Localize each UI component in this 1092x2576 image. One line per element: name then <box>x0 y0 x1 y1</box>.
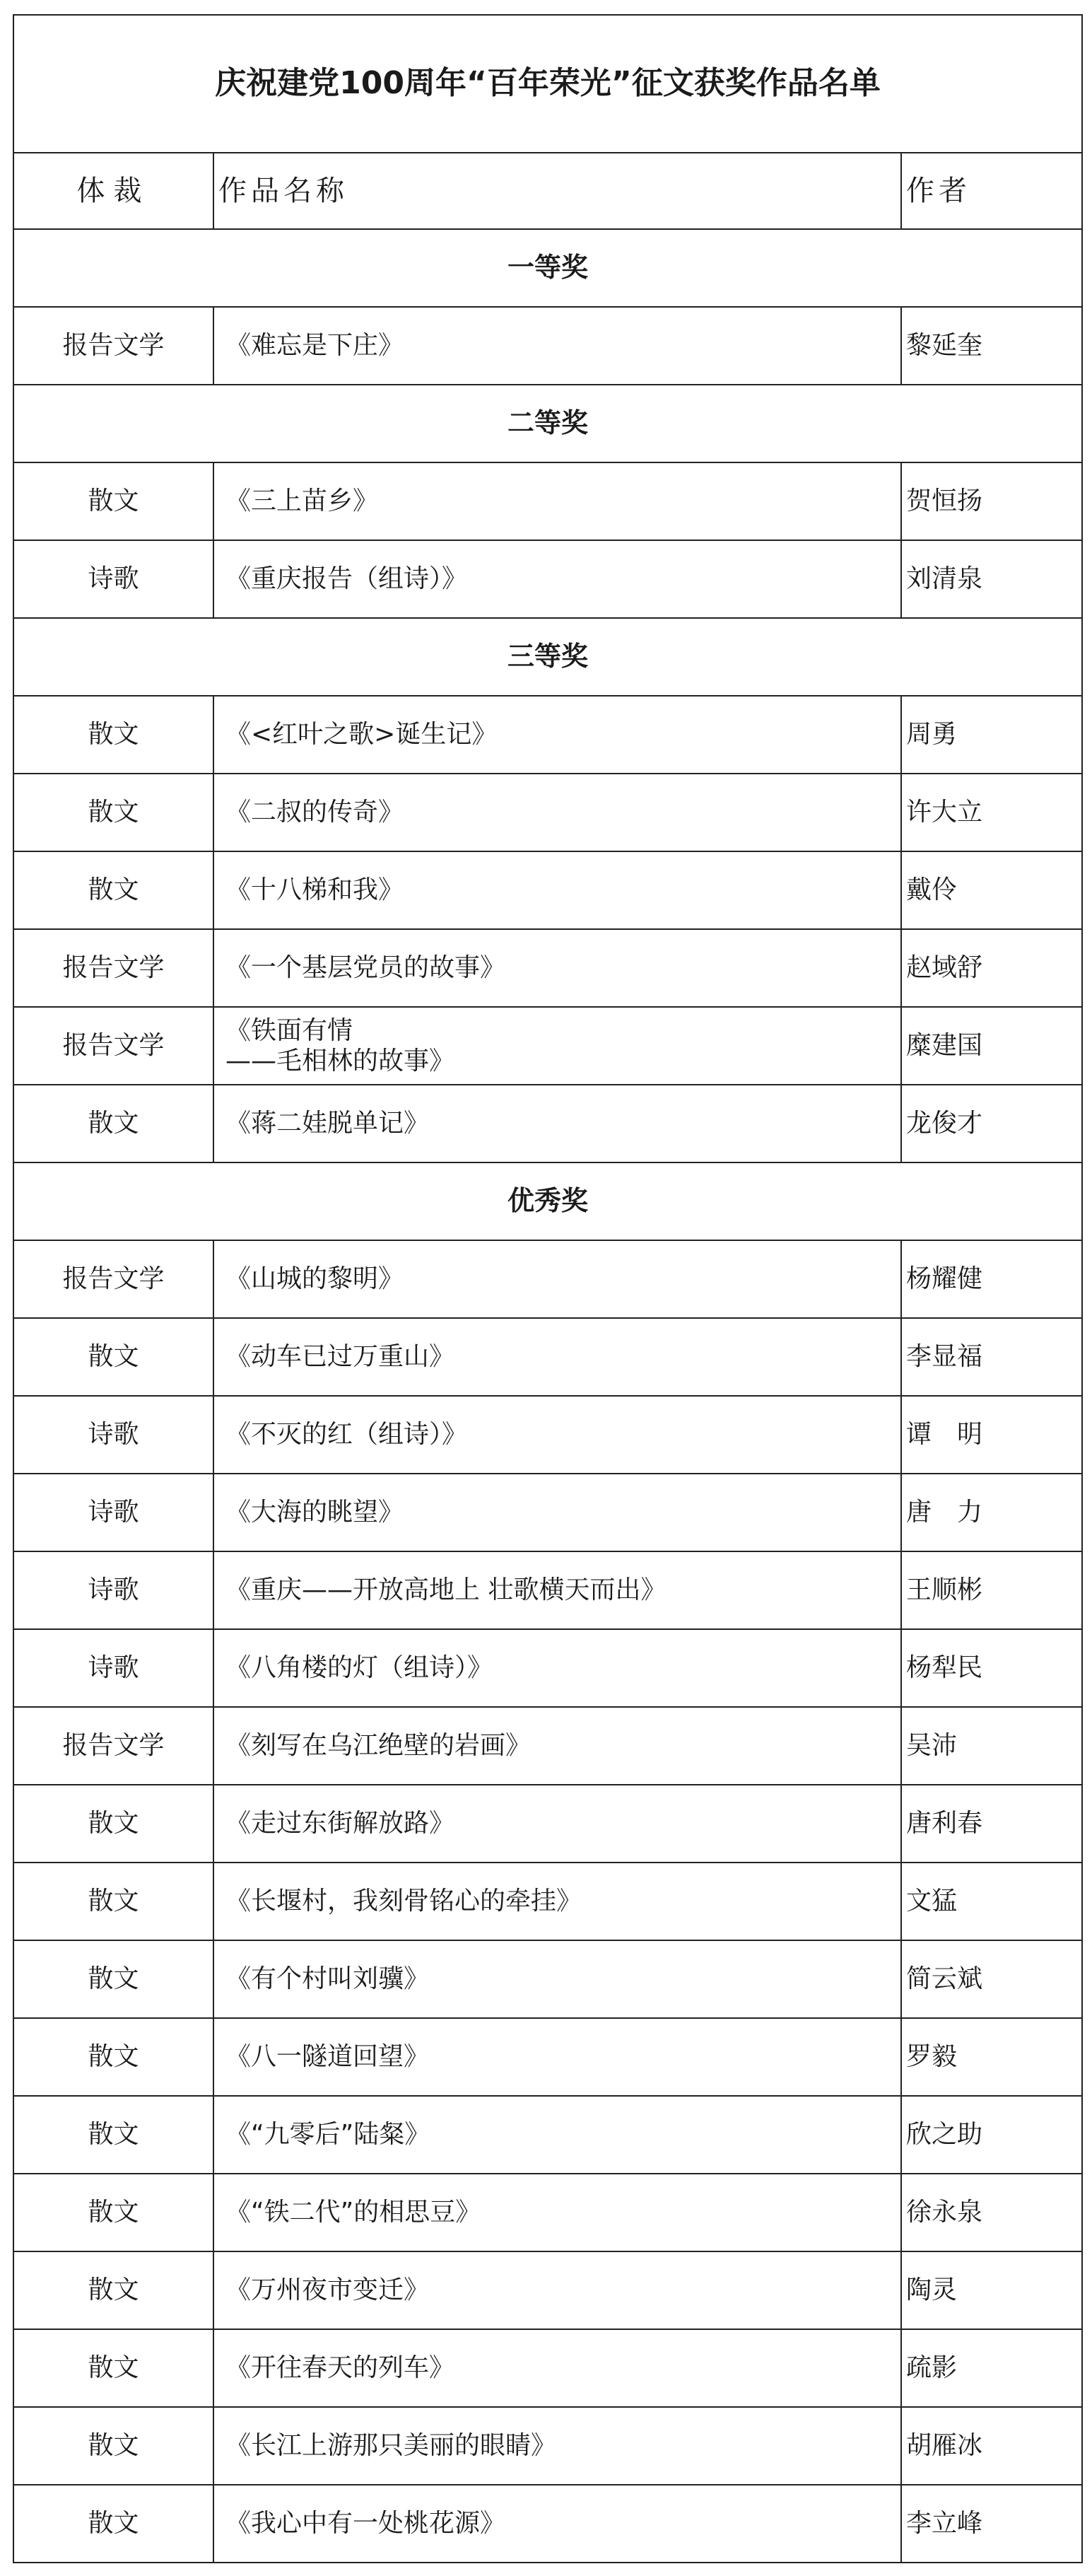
genre-cell: 散文 <box>13 1785 213 1863</box>
work-title-cell: 《山城的黎明》 <box>213 1240 901 1318</box>
award-table-body <box>13 15 1082 2563</box>
table-row <box>13 1863 1082 1940</box>
table-row <box>13 1551 1082 1629</box>
work-title-cell: 《一个基层党员的故事》 <box>213 929 901 1007</box>
author-cell: 周勇 <box>901 696 1082 774</box>
table-row <box>13 1785 1082 1863</box>
author-cell: 唐利春 <box>901 1785 1082 1863</box>
author-cell: 杨犁民 <box>901 1629 1082 1707</box>
genre-cell: 报告文学 <box>13 1707 213 1785</box>
genre-cell: 散文 <box>13 774 213 851</box>
table-row <box>13 1707 1082 1785</box>
genre-cell: 散文 <box>13 2251 213 2329</box>
table-row <box>13 1396 1082 1474</box>
genre-cell: 报告文学 <box>13 1007 213 1085</box>
genre-cell: 诗歌 <box>13 1474 213 1551</box>
table-row <box>13 2485 1082 2563</box>
document-title: 庆祝建党100周年“百年荣光”征文获奖作品名单 <box>13 15 1082 153</box>
genre-cell: 诗歌 <box>13 1551 213 1629</box>
table-row <box>13 774 1082 851</box>
table-row <box>13 696 1082 774</box>
author-cell: 龙俊才 <box>901 1085 1082 1162</box>
genre-cell: 报告文学 <box>13 929 213 1007</box>
work-title-cell: 《<红叶之歌>诞生记》 <box>213 696 901 774</box>
table-row <box>13 1318 1082 1396</box>
award-section-row <box>13 1162 1082 1240</box>
author-cell: 陶灵 <box>901 2251 1082 2329</box>
genre-cell: 散文 <box>13 2407 213 2485</box>
table-row <box>13 1007 1082 1085</box>
work-title-cell: 《走过东街解放路》 <box>213 1785 901 1863</box>
genre-cell: 散文 <box>13 1863 213 1940</box>
author-cell: 李立峰 <box>901 2485 1082 2563</box>
table-row <box>13 2329 1082 2407</box>
work-title-cell: 《十八梯和我》 <box>213 851 901 929</box>
header-work: 作品名称 <box>213 153 901 229</box>
author-cell: 糜建国 <box>901 1007 1082 1085</box>
work-title-cell: 《有个村叫刘骥》 <box>213 1940 901 2018</box>
author-cell: 谭 明 <box>901 1396 1082 1474</box>
genre-cell: 散文 <box>13 462 213 540</box>
author-cell: 文猛 <box>901 1863 1082 1940</box>
genre-cell: 散文 <box>13 2485 213 2563</box>
table-row <box>13 851 1082 929</box>
author-cell: 黎延奎 <box>901 307 1082 385</box>
author-cell: 李显福 <box>901 1318 1082 1396</box>
genre-cell: 散文 <box>13 1318 213 1396</box>
genre-cell: 散文 <box>13 1085 213 1162</box>
work-title-cell: 《重庆——开放高地上 壮歌横天而出》 <box>213 1551 901 1629</box>
genre-cell: 报告文学 <box>13 1240 213 1318</box>
genre-cell: 报告文学 <box>13 307 213 385</box>
award-section-row <box>13 385 1082 462</box>
table-row <box>13 2407 1082 2485</box>
author-cell: 杨耀健 <box>901 1240 1082 1318</box>
table-row <box>13 2251 1082 2329</box>
genre-cell: 散文 <box>13 696 213 774</box>
genre-cell: 诗歌 <box>13 1396 213 1474</box>
award-level-heading: 优秀奖 <box>13 1162 1082 1240</box>
award-level-heading: 二等奖 <box>13 385 1082 462</box>
genre-cell: 散文 <box>13 2174 213 2251</box>
work-title-cell: 《蒋二娃脱单记》 <box>213 1085 901 1162</box>
work-title-cell: 《长堰村，我刻骨铭心的牵挂》 <box>213 1863 901 1940</box>
work-title-cell: 《八一隧道回望》 <box>213 2018 901 2096</box>
author-cell: 戴伶 <box>901 851 1082 929</box>
genre-cell: 散文 <box>13 2329 213 2407</box>
author-cell: 唐 力 <box>901 1474 1082 1551</box>
table-row <box>13 307 1082 385</box>
table-row <box>13 929 1082 1007</box>
author-cell: 赵域舒 <box>901 929 1082 1007</box>
award-table <box>13 14 1083 2563</box>
table-row <box>13 2096 1082 2174</box>
header-row <box>13 153 1082 229</box>
work-title-cell: 《长江上游那只美丽的眼睛》 <box>213 2407 901 2485</box>
genre-cell: 诗歌 <box>13 540 213 618</box>
award-level-heading: 一等奖 <box>13 229 1082 307</box>
table-row <box>13 462 1082 540</box>
genre-cell: 诗歌 <box>13 1629 213 1707</box>
author-cell: 罗毅 <box>901 2018 1082 2096</box>
table-row <box>13 1940 1082 2018</box>
author-cell: 刘清泉 <box>901 540 1082 618</box>
author-cell: 徐永泉 <box>901 2174 1082 2251</box>
genre-cell: 散文 <box>13 851 213 929</box>
work-title-cell: 《万州夜市变迁》 <box>213 2251 901 2329</box>
table-row <box>13 2018 1082 2096</box>
work-title-cell: 《八角楼的灯（组诗）》 <box>213 1629 901 1707</box>
table-row <box>13 1085 1082 1162</box>
table-row <box>13 1474 1082 1551</box>
award-section-row <box>13 618 1082 696</box>
work-title-cell: 《二叔的传奇》 <box>213 774 901 851</box>
table-row <box>13 540 1082 618</box>
work-title-cell: 《三上苗乡》 <box>213 462 901 540</box>
author-cell: 欣之助 <box>901 2096 1082 2174</box>
work-title-cell: 《开往春天的列车》 <box>213 2329 901 2407</box>
award-list-document <box>13 14 1081 2563</box>
work-title-cell: 《我心中有一处桃花源》 <box>213 2485 901 2563</box>
author-cell: 吴沛 <box>901 1707 1082 1785</box>
work-title-cell: 《大海的眺望》 <box>213 1474 901 1551</box>
title-row <box>13 15 1082 153</box>
genre-cell: 散文 <box>13 2096 213 2174</box>
work-title-cell: 《“九零后”陆粲》 <box>213 2096 901 2174</box>
table-row <box>13 1629 1082 1707</box>
author-cell: 疏影 <box>901 2329 1082 2407</box>
work-title-cell: 《重庆报告（组诗）》 <box>213 540 901 618</box>
table-row <box>13 1240 1082 1318</box>
header-author: 作者 <box>901 153 1082 229</box>
work-title-cell: 《刻写在乌江绝壁的岩画》 <box>213 1707 901 1785</box>
author-cell: 胡雁冰 <box>901 2407 1082 2485</box>
work-title-cell: 《铁面有情 ——毛相林的故事》 <box>213 1007 901 1085</box>
work-title-cell: 《“铁二代”的相思豆》 <box>213 2174 901 2251</box>
award-section-row <box>13 229 1082 307</box>
author-cell: 王顺彬 <box>901 1551 1082 1629</box>
author-cell: 简云斌 <box>901 1940 1082 2018</box>
work-title-cell: 《难忘是下庄》 <box>213 307 901 385</box>
author-cell: 贺恒扬 <box>901 462 1082 540</box>
header-genre: 体裁 <box>13 153 213 229</box>
award-level-heading: 三等奖 <box>13 618 1082 696</box>
genre-cell: 散文 <box>13 2018 213 2096</box>
work-title-cell: 《不灭的红（组诗）》 <box>213 1396 901 1474</box>
work-title-cell: 《动车已过万重山》 <box>213 1318 901 1396</box>
genre-cell: 散文 <box>13 1940 213 2018</box>
author-cell: 许大立 <box>901 774 1082 851</box>
table-row <box>13 2174 1082 2251</box>
